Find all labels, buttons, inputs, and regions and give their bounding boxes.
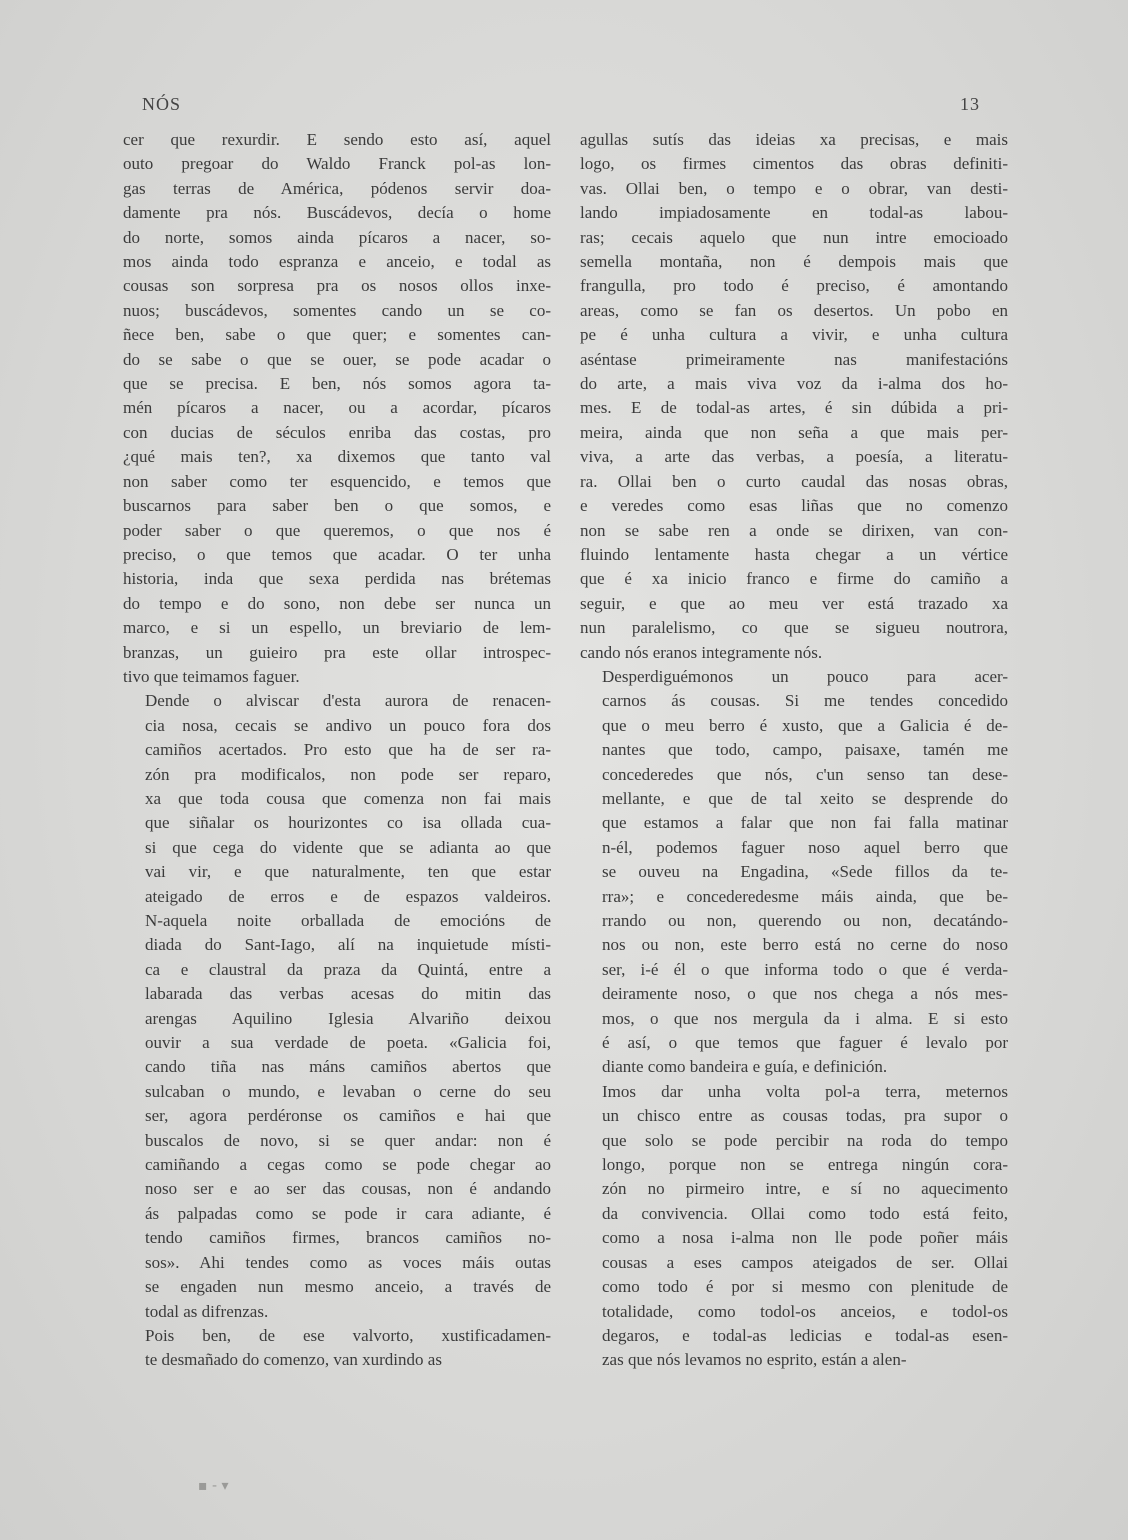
text-line: do tempo e do sono, non debe ser nunca un [123, 593, 551, 613]
text-line: vai vir, e que naturalmente, ten que estar [145, 862, 551, 882]
text-line: mos, o que nos mergula da i alma. E si esto [602, 1008, 1008, 1028]
text-line: tendo camiños firmes, brancos camiños no- [145, 1228, 551, 1248]
text-line: é así, o que temos que faguer é levalo por [602, 1033, 1008, 1053]
text-line: ás palpadas como se pode ir cara adiante, é [145, 1203, 551, 1223]
text-line: areas, como se fan os desertos. Un pobo en [580, 300, 1008, 320]
text-line: fluindo lentamente hasta chegar a un vértice [580, 544, 1008, 564]
text-line: se engaden nun mesmo anceio, a través de [145, 1277, 551, 1297]
text-line: se ouveu na Engadina, «Sede fillos da te- [602, 862, 1008, 882]
text-line: mén pícaros a nacer, ou a acordar, pícaros [123, 398, 551, 418]
text-line: mellante, e que de tal xeito se desprende do [602, 788, 1008, 808]
text-line: mos ainda todo espranza e anceio, e todal as [123, 252, 551, 272]
text-line: gas terras de América, pódenos servir doa- [123, 178, 551, 198]
text-line: ateigado de erros e de espazos valdeiros. [145, 886, 551, 906]
text-line: historia, inda que sexa perdida nas brétemas [123, 569, 551, 589]
text-line: cia nosa, cecais se andivo un pouco fora dos [145, 715, 551, 735]
text-line: Pois ben, de ese valvorto, xustificadamen- [145, 1325, 551, 1345]
text-line: viva, a arte das verbas, a poesía, a literatu- [580, 447, 1008, 467]
text-line: rra»; e concederedesme máis ainda, que be- [602, 886, 1008, 906]
text-line: non se sabe ren a onde se dirixen, van con- [580, 520, 1008, 540]
text-line: nun paralelismo, co que se sigueu noutrora, [580, 618, 1008, 638]
text-line: nos ou non, este berro está no cerne do noso [602, 935, 1008, 955]
paragraph [580, 1080, 1008, 1373]
text-line: outo pregoar do Waldo Franck pol-as lon- [123, 154, 551, 174]
text-line: pe é unha cultura a vivir, e unha cultura [580, 325, 1008, 345]
text-line: ñece ben, sabe o que quer; e somentes can- [123, 325, 551, 345]
text-line: diada do Sant-Iago, alí na inquietude místi- [145, 935, 551, 955]
right-text-column [580, 128, 1008, 1373]
text-line: e veredes como esas liñas que no comenzo [580, 496, 1008, 516]
text-line: que o meu berro é xusto, que a Galicia é de- [602, 715, 1008, 735]
text-line: poder saber o que queremos, o que nos é [123, 520, 551, 540]
text-line: lando impiadosamente en todal-as labou- [580, 203, 1008, 223]
text-line: xa que toda cousa que comenza non fai mais [145, 788, 551, 808]
text-line: N-aquela noite orballada de emocións de [145, 911, 551, 930]
text-line: como a nosa i-alma non lle pode poñer máis [602, 1228, 1008, 1248]
text-line: como todo é por si mesmo con plenitude de [602, 1277, 1008, 1297]
text-line: ca e claustral da praza da Quintá, entre a [145, 959, 551, 979]
paragraph [580, 665, 1008, 1080]
page-number: 13 [960, 94, 980, 114]
text-line: si que cega do vidente que se adianta ao que [145, 837, 551, 857]
text-line: vas. Ollai ben, o tempo e o obrar, van desti- [580, 178, 1008, 198]
text-line: Imos dar unha volta pol-a terra, meternos [602, 1081, 1008, 1101]
text-line: cando tiña nas máns camiños abertos que [145, 1057, 551, 1077]
print-smudge: ▪ - ▾ [198, 1478, 229, 1494]
left-text-column [123, 128, 551, 1373]
text-line: do arte, a mais viva voz da i-alma dos ho- [580, 374, 1008, 394]
text-line: da convivencia. Ollai como todo está feito, [602, 1203, 1008, 1223]
text-line: branzas, un guieiro pra este ollar introspec- [123, 642, 551, 662]
paragraph [580, 128, 1008, 665]
text-line: tivo que teimamos faguer. [123, 666, 300, 686]
text-line: Desperdiguémonos un pouco para acer- [602, 666, 1008, 686]
text-line: que solo se pode percibir na roda do tempo [602, 1130, 1008, 1150]
text-line: seguir, e que ao meu ver está trazado xa [580, 593, 1008, 613]
text-line: deiramente noso, o que nos chega a nós mes- [602, 984, 1008, 1004]
text-line: logo, os firmes cimentos das obras definiti- [580, 154, 1008, 174]
text-line: damente pra nós. Buscádevos, decía o home [123, 203, 551, 223]
text-line: arengas Aquilino Iglesia Alvariño deixou [145, 1008, 551, 1028]
text-line: ras; cecais aquelo que nun intre emocioado [580, 227, 1008, 247]
text-line: frangulla, pro todo é preciso, é amontando [580, 276, 1008, 296]
text-line: nantes que todo, campo, paisaxe, tamén me [602, 740, 1008, 760]
text-line: rrando ou non, querendo ou non, decatándo- [602, 911, 1008, 930]
text-line: labarada das verbas acesas do mitin das [145, 984, 551, 1004]
text-line: longo, porque non se entrega ningún cora- [602, 1155, 1008, 1175]
text-line: diante como bandeira e guía, e definición. [602, 1057, 888, 1077]
text-line: zas que nós levamos no esprito, están a alen- [602, 1350, 907, 1370]
text-line: meira, ainda que non seña a que mais per- [580, 422, 1008, 442]
text-line: ouvir a sua verdade de poeta. «Galicia foi, [145, 1033, 551, 1053]
text-line: camiñando a cegas como se pode chegar ao [145, 1155, 551, 1175]
text-line: te desmañado do comenzo, van xurdindo as [145, 1350, 442, 1370]
text-line: camiños acertados. Pro esto que ha de ser ra- [145, 740, 551, 760]
text-line: zón pra modificalos, non pode ser reparo, [145, 764, 551, 784]
text-line: cer que rexurdir. E sendo esto así, aquel [123, 130, 551, 149]
text-line: con ducias de séculos enriba das costas, pro [123, 422, 551, 442]
text-line: cando nós eranos integramente nós. [580, 642, 823, 662]
text-line: nuos; buscádevos, somentes cando un se co- [123, 300, 551, 320]
text-line: degaros, e todal-as ledicias e todal-as esen- [602, 1325, 1008, 1345]
text-line: Dende o alviscar d'esta aurora de renacen- [145, 691, 551, 711]
text-line: cousas son sorpresa pra os nosos ollos inxe- [123, 276, 551, 296]
text-line: concederedes que nós, c'un senso tan dese- [602, 764, 1008, 784]
text-line: aséntase primeiramente nas manifestacións [580, 349, 1008, 369]
text-line: que siñalar os hourizontes co isa ollada cua- [145, 813, 551, 833]
text-line: ra. Ollai ben o curto caudal das nosas obras, [580, 471, 1008, 491]
text-line: preciso, o que temos que acadar. O ter unha [123, 544, 551, 564]
text-line: non saber como ter esquencido, e temos que [123, 471, 551, 491]
text-line: buscalos de novo, si se quer andar: non é [145, 1130, 551, 1150]
text-line: que é xa inicio franco e firme do camiño a [580, 569, 1008, 589]
text-line: un chisco entre as cousas todas, pra supor o [602, 1106, 1008, 1126]
text-line: n-él, podemos faguer noso aquel berro que [602, 837, 1008, 857]
text-line: ser, agora perdéronse os camiños e hai que [145, 1106, 551, 1126]
text-line: zón no pirmeiro intre, e sí no aquecimento [602, 1179, 1008, 1199]
text-line: semella montaña, non é dempois mais que [580, 252, 1008, 272]
text-line: que se precisa. E ben, nós somos agora ta- [123, 374, 551, 394]
paragraph [123, 128, 551, 689]
text-line: todal as difrenzas. [145, 1301, 269, 1321]
paragraph [123, 689, 551, 1324]
text-line: buscarnos para saber ben o que somos, e [123, 496, 551, 516]
text-line: mes. E de todal-as artes, é sin dúbida a pri- [580, 398, 1008, 418]
paragraph [123, 1324, 551, 1373]
text-line: do se sabe o que se ouer, se pode acadar o [123, 349, 551, 369]
text-line: ¿qué mais ten?, xa dixemos que tanto val [123, 447, 551, 467]
text-line: totalidade, como todol-os anceios, e todol-os [602, 1301, 1008, 1321]
text-line: do norte, somos ainda pícaros a nacer, so- [123, 227, 551, 247]
text-line: carnos ás cousas. Si me tendes concedido [602, 691, 1008, 711]
running-head-title: NÓS [142, 94, 182, 114]
text-line: marco, e si un espello, un breviario de lem- [123, 618, 551, 638]
text-line: sulcaban o mundo, e levaban o cerne do seu [145, 1081, 551, 1101]
text-line: sos». Ahi tendes como as voces máis outas [145, 1252, 551, 1272]
text-line: agullas sutís das ideias xa precisas, e mais [580, 130, 1008, 149]
text-line: que estamos a falar que non fai falla matinar [602, 813, 1008, 833]
text-line: ser, i-é él o que informa todo o que é verda- [602, 959, 1008, 979]
text-line: cousas a eses campos ateigados de ser. Ollai [602, 1252, 1008, 1272]
text-line: noso ser e ao ser das cousas, non é andando [145, 1179, 551, 1199]
